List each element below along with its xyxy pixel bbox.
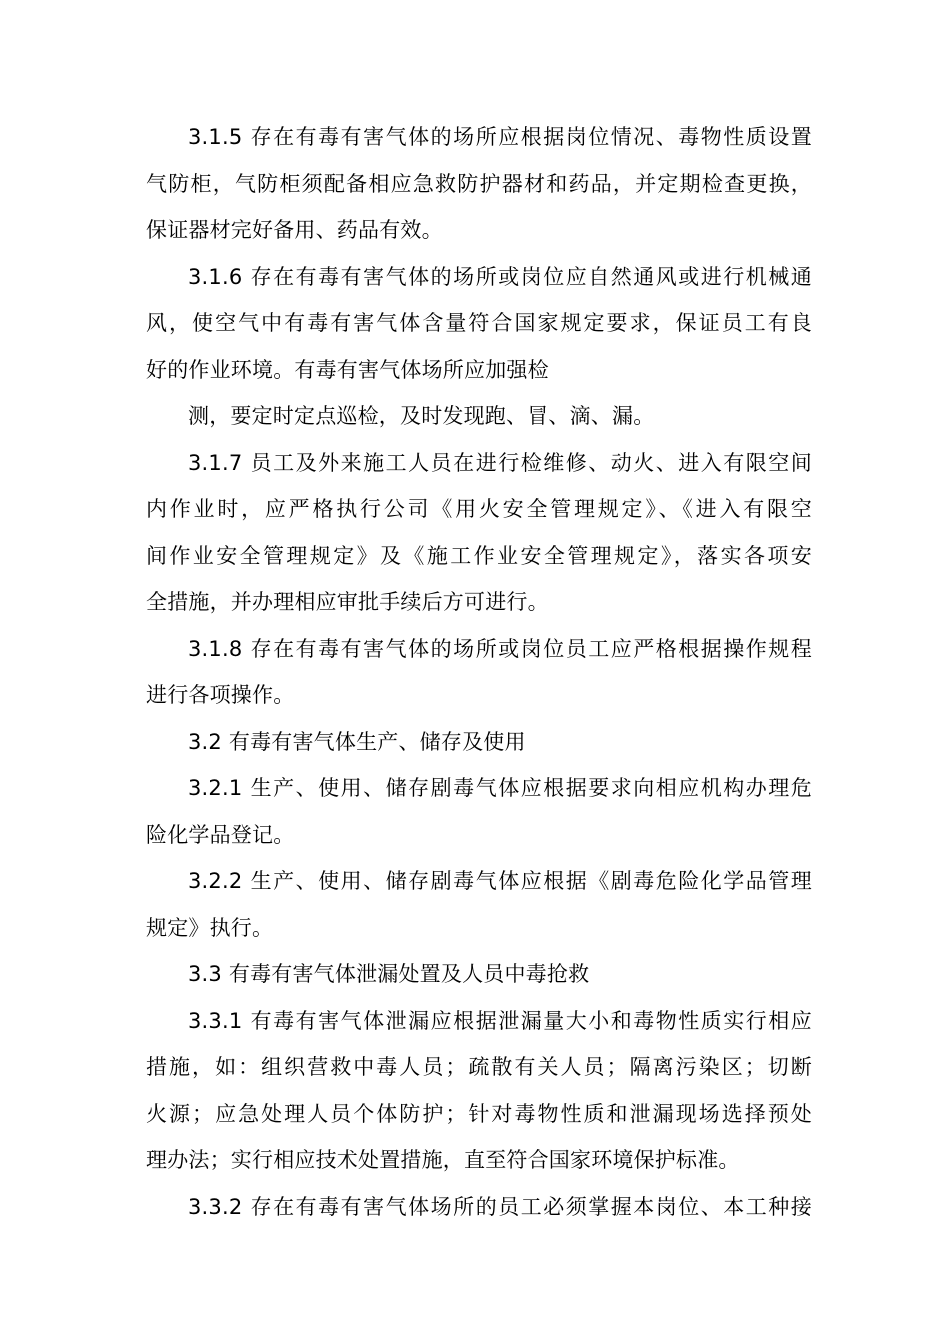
text-line: 内作业时，应严格执行公司《用火安全管理规定》、《进入有限空 <box>146 497 812 521</box>
text-line: 气防柜，气防柜须配备相应急救防护器材和药品，并定期检查更换， <box>146 171 812 196</box>
text-line: 3.2.1 生产、使用、储存剧毒气体应根据要求向相应机构办理危 <box>188 776 812 800</box>
section-heading: 3.2 有毒有害气体生产、储存及使用 <box>188 729 526 754</box>
text-line: 全措施，并办理相应审批手续后方可进行。 <box>146 590 549 614</box>
text-line: 火源；应急处理人员个体防护；针对毒物性质和泄漏现场选择预处 <box>146 1101 812 1126</box>
text-line: 3.1.6 存在有毒有害气体的场所或岗位应自然通风或进行机械通 <box>188 264 812 289</box>
text-line: 间作业安全管理规定》及《施工作业安全管理规定》，落实各项安 <box>146 543 812 568</box>
text-line: 措施，如：组织营救中毒人员；疏散有关人员；隔离污染区；切断 <box>146 1055 812 1079</box>
text-line: 测，要定时定点巡检，及时发现跑、冒、滴、漏。 <box>188 404 655 428</box>
text-line: 3.3.1 有毒有害气体泄漏应根据泄漏量大小和毒物性质实行相应 <box>188 1008 812 1033</box>
text-line: 3.1.8 存在有毒有害气体的场所或岗位员工应严格根据操作规程 <box>188 636 812 661</box>
text-line: 3.3.2 存在有毒有害气体场所的员工必须掌握本岗位、本工种接 <box>188 1194 812 1219</box>
text-line: 险化学品登记。 <box>146 822 295 847</box>
text-line: 好的作业环境。有毒有害气体场所应加强检 <box>146 357 549 382</box>
section-heading: 3.3 有毒有害气体泄漏处置及人员中毒抢救 <box>188 962 590 986</box>
text-line: 理办法；实行相应技术处置措施，直至符合国家环境保护标准。 <box>146 1148 740 1172</box>
text-line: 保证器材完好备用、药品有效。 <box>146 218 443 242</box>
text-line: 规定》执行。 <box>146 915 274 940</box>
text-line: 进行各项操作。 <box>146 683 295 707</box>
text-line: 3.1.7 员工及外来施工人员在进行检维修、动火、进入有限空间 <box>188 450 812 475</box>
document-body <box>146 114 812 1230</box>
text-line: 风，使空气中有毒有害气体含量符合国家规定要求，保证员工有良 <box>146 311 812 335</box>
text-line: 3.1.5 存在有毒有害气体的场所应根据岗位情况、毒物性质设置 <box>188 125 812 149</box>
text-line: 3.2.2 生产、使用、储存剧毒气体应根据《剧毒危险化学品管理 <box>188 869 812 893</box>
